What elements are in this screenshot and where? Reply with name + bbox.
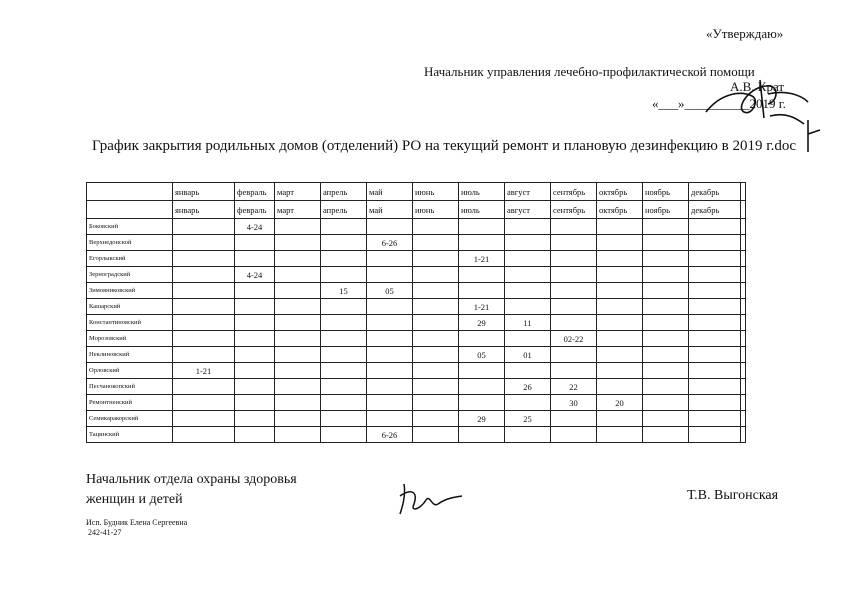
schedule-cell	[643, 283, 689, 299]
approver-position: Начальник управления лечебно-профилактической помощи	[424, 64, 755, 79]
schedule-cell	[505, 283, 551, 299]
schedule-cell	[643, 299, 689, 315]
schedule-cell	[321, 411, 367, 427]
table-row	[87, 363, 746, 379]
schedule-cell	[367, 395, 413, 411]
schedule-cell	[505, 299, 551, 315]
schedule-cell	[275, 267, 321, 283]
schedule-cell: 26	[505, 379, 551, 395]
empty-cell	[741, 411, 746, 427]
empty-cell	[741, 299, 746, 315]
schedule-cell	[551, 251, 597, 267]
month-header-cell: декабрь	[689, 201, 741, 219]
schedule-cell	[643, 427, 689, 443]
month-header-cell: сентябрь	[551, 183, 597, 201]
schedule-cell	[505, 427, 551, 443]
schedule-cell	[367, 347, 413, 363]
schedule-cell	[413, 347, 459, 363]
schedule-cell	[551, 427, 597, 443]
schedule-cell	[275, 219, 321, 235]
schedule-cell	[643, 251, 689, 267]
empty-cell	[741, 235, 746, 251]
schedule-cell	[173, 267, 235, 283]
table-row	[87, 395, 746, 411]
schedule-cell	[321, 347, 367, 363]
district-cell: Константиновский	[87, 315, 173, 331]
schedule-cell	[173, 219, 235, 235]
schedule-cell	[235, 363, 275, 379]
schedule-cell	[597, 251, 643, 267]
schedule-cell	[367, 331, 413, 347]
approval-label: «Утверждаю»	[706, 26, 784, 41]
schedule-cell	[551, 347, 597, 363]
header-corner	[87, 201, 173, 219]
schedule-cell	[689, 347, 741, 363]
schedule-cell	[459, 235, 505, 251]
month-header-cell: апрель	[321, 183, 367, 201]
month-header-cell: февраль	[235, 201, 275, 219]
performer-phone: 242-41-27	[88, 528, 122, 537]
schedule-cell: 1-21	[173, 363, 235, 379]
month-header-cell: май	[367, 201, 413, 219]
header-empty-cell	[741, 201, 746, 219]
empty-cell	[741, 315, 746, 331]
schedule-cell	[173, 299, 235, 315]
month-header-cell: октябрь	[597, 201, 643, 219]
footer-signature	[396, 478, 468, 520]
schedule-cell	[413, 395, 459, 411]
empty-cell	[741, 427, 746, 443]
schedule-cell	[597, 235, 643, 251]
schedule-cell	[597, 299, 643, 315]
schedule-cell	[643, 411, 689, 427]
schedule-cell	[275, 331, 321, 347]
schedule-cell	[689, 235, 741, 251]
schedule-cell	[689, 411, 741, 427]
schedule-cell	[321, 331, 367, 347]
schedule-cell	[459, 283, 505, 299]
month-header-cell: июль	[459, 201, 505, 219]
schedule-cell	[173, 235, 235, 251]
schedule-cell	[321, 395, 367, 411]
schedule-cell	[643, 219, 689, 235]
schedule-cell	[643, 347, 689, 363]
month-header-cell: январь	[173, 201, 235, 219]
month-header-cell: август	[505, 183, 551, 201]
schedule-cell	[173, 251, 235, 267]
header-empty-cell	[741, 183, 746, 201]
schedule-cell	[235, 379, 275, 395]
schedule-cell	[597, 331, 643, 347]
month-header-cell: июнь	[413, 201, 459, 219]
schedule-cell	[275, 395, 321, 411]
schedule-cell: 1-21	[459, 299, 505, 315]
district-cell: Семикаракорский	[87, 411, 173, 427]
empty-cell	[741, 395, 746, 411]
schedule-cell	[689, 251, 741, 267]
schedule-cell	[643, 331, 689, 347]
schedule-cell: 6-26	[367, 235, 413, 251]
table-row	[87, 347, 746, 363]
schedule-cell	[551, 235, 597, 251]
empty-cell	[741, 331, 746, 347]
schedule-cell	[459, 427, 505, 443]
schedule-cell	[689, 379, 741, 395]
schedule-cell	[643, 315, 689, 331]
schedule-cell: 05	[367, 283, 413, 299]
schedule-cell	[505, 219, 551, 235]
schedule-cell	[413, 299, 459, 315]
schedule-cell	[597, 219, 643, 235]
schedule-cell: 4-24	[235, 219, 275, 235]
schedule-cell	[551, 219, 597, 235]
schedule-cell	[235, 251, 275, 267]
schedule-cell: 6-26	[367, 427, 413, 443]
district-cell: Тацинский	[87, 427, 173, 443]
schedule-cell	[597, 427, 643, 443]
schedule-cell	[459, 379, 505, 395]
schedule-cell	[235, 315, 275, 331]
schedule-cell	[275, 251, 321, 267]
schedule-cell	[275, 299, 321, 315]
month-header-cell: июль	[459, 183, 505, 201]
district-cell: Егорлыкский	[87, 251, 173, 267]
month-header-cell: май	[367, 183, 413, 201]
district-cell: Орловский	[87, 363, 173, 379]
empty-cell	[741, 379, 746, 395]
schedule-cell: 4-24	[235, 267, 275, 283]
schedule-cell	[275, 235, 321, 251]
schedule-cell: 11	[505, 315, 551, 331]
schedule-cell: 15	[321, 283, 367, 299]
district-cell: Боковский	[87, 219, 173, 235]
schedule-cell	[413, 267, 459, 283]
schedule-cell	[459, 363, 505, 379]
schedule-cell	[173, 411, 235, 427]
schedule-cell	[643, 379, 689, 395]
schedule-cell	[689, 395, 741, 411]
empty-cell	[741, 347, 746, 363]
schedule-cell	[235, 299, 275, 315]
schedule-cell	[413, 331, 459, 347]
empty-cell	[741, 219, 746, 235]
schedule-cell	[413, 235, 459, 251]
schedule-cell	[321, 379, 367, 395]
month-header-cell: октябрь	[597, 183, 643, 201]
schedule-cell	[551, 411, 597, 427]
schedule-cell	[505, 331, 551, 347]
table-row	[87, 331, 746, 347]
schedule-cell	[597, 379, 643, 395]
schedule-cell	[173, 283, 235, 299]
month-header-cell: январь	[173, 183, 235, 201]
schedule-cell	[505, 395, 551, 411]
schedule-cell	[551, 315, 597, 331]
district-cell: Кашарский	[87, 299, 173, 315]
schedule-table	[86, 182, 746, 443]
table-row	[87, 427, 746, 443]
schedule-cell	[413, 427, 459, 443]
schedule-cell	[367, 363, 413, 379]
footer-name: Т.В. Выгонская	[687, 488, 779, 503]
schedule-cell	[367, 299, 413, 315]
schedule-cell	[459, 395, 505, 411]
month-header-cell: август	[505, 201, 551, 219]
schedule-cell	[413, 363, 459, 379]
margin-bracket	[804, 118, 824, 158]
table-row	[87, 251, 746, 267]
district-cell: Верхнедонской	[87, 235, 173, 251]
schedule-cell	[367, 267, 413, 283]
schedule-cell	[551, 283, 597, 299]
district-cell: Песчанокопский	[87, 379, 173, 395]
schedule-cell	[321, 299, 367, 315]
schedule-cell	[413, 219, 459, 235]
schedule-cell	[275, 379, 321, 395]
schedule-cell	[235, 283, 275, 299]
schedule-cell	[597, 363, 643, 379]
month-header-cell: март	[275, 201, 321, 219]
schedule-cell	[597, 411, 643, 427]
schedule-cell	[413, 379, 459, 395]
schedule-cell	[413, 411, 459, 427]
schedule-cell	[505, 267, 551, 283]
schedule-cell	[275, 411, 321, 427]
schedule-cell: 29	[459, 315, 505, 331]
schedule-cell	[459, 331, 505, 347]
performer-info	[86, 518, 187, 538]
table-row	[87, 411, 746, 427]
table-row	[87, 283, 746, 299]
schedule-cell	[367, 251, 413, 267]
schedule-cell	[321, 235, 367, 251]
month-header-cell: ноябрь	[643, 183, 689, 201]
schedule-cell	[173, 315, 235, 331]
schedule-cell	[367, 411, 413, 427]
schedule-cell	[459, 267, 505, 283]
schedule-cell	[689, 267, 741, 283]
month-header-row	[87, 183, 746, 201]
schedule-cell	[235, 347, 275, 363]
schedule-cell	[173, 379, 235, 395]
schedule-cell: 29	[459, 411, 505, 427]
schedule-cell	[173, 331, 235, 347]
schedule-cell	[321, 427, 367, 443]
approval-date-line: «___»__________2019 г.	[652, 96, 786, 111]
schedule-cell: 22	[551, 379, 597, 395]
district-cell: Зерноградский	[87, 267, 173, 283]
schedule-cell	[173, 427, 235, 443]
schedule-cell	[689, 427, 741, 443]
month-header-cell: ноябрь	[643, 201, 689, 219]
schedule-cell	[275, 363, 321, 379]
schedule-cell	[551, 363, 597, 379]
schedule-cell	[367, 379, 413, 395]
schedule-cell	[173, 395, 235, 411]
schedule-cell: 05	[459, 347, 505, 363]
schedule-cell	[321, 267, 367, 283]
schedule-cell	[689, 363, 741, 379]
schedule-cell	[413, 283, 459, 299]
district-cell: Морозовский	[87, 331, 173, 347]
schedule-cell	[643, 267, 689, 283]
schedule-cell	[689, 331, 741, 347]
schedule-cell	[643, 235, 689, 251]
schedule-cell: 01	[505, 347, 551, 363]
schedule-cell	[275, 427, 321, 443]
empty-cell	[741, 363, 746, 379]
district-cell: Неклиновский	[87, 347, 173, 363]
approver-signature	[700, 72, 812, 134]
schedule-cell	[689, 283, 741, 299]
table-row	[87, 299, 746, 315]
schedule-cell	[459, 219, 505, 235]
schedule-cell	[367, 219, 413, 235]
table-row	[87, 267, 746, 283]
schedule-cell	[235, 235, 275, 251]
schedule-cell: 02-22	[551, 331, 597, 347]
schedule-cell	[689, 219, 741, 235]
schedule-cell	[235, 331, 275, 347]
schedule-cell	[321, 219, 367, 235]
schedule-cell: 20	[597, 395, 643, 411]
schedule-cell	[321, 315, 367, 331]
schedule-cell: 1-21	[459, 251, 505, 267]
month-header-cell: февраль	[235, 183, 275, 201]
schedule-cell	[551, 299, 597, 315]
district-cell: Ремонтненский	[87, 395, 173, 411]
district-cell: Зимовниковский	[87, 283, 173, 299]
table-row	[87, 235, 746, 251]
schedule-cell	[275, 315, 321, 331]
schedule-cell	[505, 251, 551, 267]
schedule-cell	[275, 347, 321, 363]
schedule-cell	[689, 299, 741, 315]
month-header-cell: сентябрь	[551, 201, 597, 219]
schedule-cell	[367, 315, 413, 331]
schedule-cell	[321, 251, 367, 267]
month-header-cell: март	[275, 183, 321, 201]
schedule-cell	[235, 411, 275, 427]
footer-position: Начальник отдела охраны здоровья женщин и детей	[86, 472, 297, 507]
schedule-cell: 25	[505, 411, 551, 427]
schedule-cell	[413, 315, 459, 331]
month-header-cell: июнь	[413, 183, 459, 201]
schedule-cell	[597, 267, 643, 283]
empty-cell	[741, 251, 746, 267]
table-row	[87, 219, 746, 235]
document-title: График закрытия родильных домов (отделений) РО на текущий ремонт и плановую дезинфекцию в 2019 г.doc	[92, 138, 797, 154]
schedule-cell	[275, 283, 321, 299]
table-row	[87, 315, 746, 331]
performer-name: Исп. Будник Елена Сергеевна	[86, 518, 188, 527]
schedule-cell	[321, 363, 367, 379]
empty-cell	[741, 267, 746, 283]
approver-name: А.В. Крат	[730, 79, 785, 94]
month-header-cell: апрель	[321, 201, 367, 219]
empty-cell	[741, 283, 746, 299]
schedule-cell	[505, 235, 551, 251]
schedule-cell	[235, 395, 275, 411]
schedule-cell	[597, 347, 643, 363]
schedule-cell	[643, 395, 689, 411]
schedule-cell	[643, 363, 689, 379]
schedule-cell	[173, 347, 235, 363]
schedule-cell	[597, 283, 643, 299]
table-row	[87, 379, 746, 395]
schedule-cell	[689, 315, 741, 331]
header-corner	[87, 183, 173, 201]
schedule-cell	[413, 251, 459, 267]
schedule-cell	[551, 267, 597, 283]
schedule-cell	[597, 315, 643, 331]
month-header-row	[87, 201, 746, 219]
schedule-cell	[235, 427, 275, 443]
month-header-cell: декабрь	[689, 183, 741, 201]
schedule-cell	[505, 363, 551, 379]
schedule-cell: 30	[551, 395, 597, 411]
